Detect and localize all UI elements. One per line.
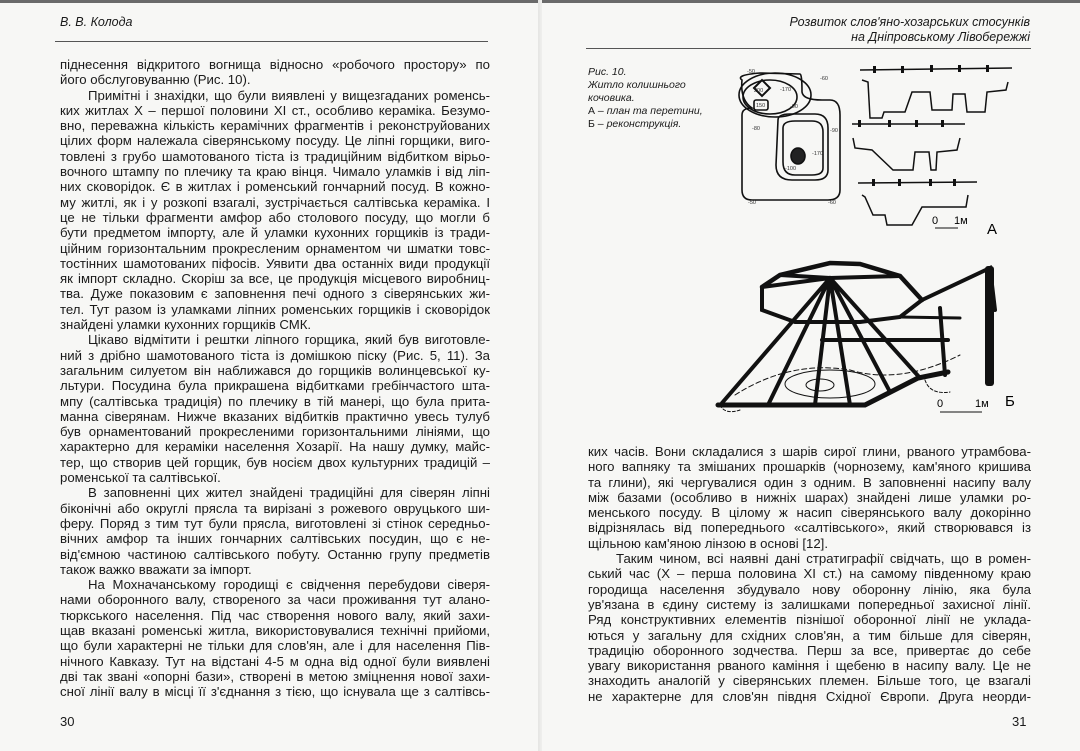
text-line: мпу (салтівська традиція) по плечику в тій манері, що була прита-: [60, 393, 490, 409]
scale-zero-b: 0: [937, 398, 944, 410]
caption-a-text: план та перетини,: [606, 105, 703, 117]
right-page-number: 31: [1012, 714, 1027, 729]
text-line: нами оборонного валу, створеного за часи проживання тут алано-: [60, 592, 490, 608]
depth-label: -90: [790, 104, 798, 110]
text-line: загальним силуетом він наближався до горщиків волинцевської ку-: [60, 362, 490, 378]
text-line: знайдені уламки кухонних горщиків СМК.: [60, 317, 312, 333]
text-line: роменської та салтівської.: [60, 470, 221, 486]
caption-b-letter: Б –: [588, 118, 604, 130]
text-line: тел. Тут разом із уламками ліпних роменських горщиків і сковорідок: [60, 301, 490, 317]
text-line: традицію оборонного зодчества. Перш за все, привертає до себе: [588, 642, 1031, 658]
text-line: відрізнялась від попереднього «салтівського», який створювався із: [588, 520, 1031, 536]
text-line: увагу використання рваного каміння і щебеню в насипу валу. Це не: [588, 658, 1031, 674]
depth-label: -100: [785, 166, 797, 172]
text-line: городища населення збудувало нову оборонну лінію, яка була: [588, 581, 1031, 597]
panel-a-label: А: [987, 221, 998, 238]
panel-b-label: Б: [1005, 393, 1015, 410]
right-body-text: [588, 444, 1031, 704]
text-line: щав вказані роменські житла, використовувалися технічні прийоми,: [60, 622, 490, 638]
depth-label: -50: [747, 69, 755, 75]
depth-label: -80: [752, 126, 760, 132]
text-line: ційним горизонтальним прокресленим орнаментом чи шматки товс-: [60, 240, 490, 256]
profiles: [852, 68, 1012, 228]
text-line: вно, переважна кількість керамічних фрагментів і реконструйованих: [60, 118, 490, 134]
text-line: них сковорідок. Є в житлах і роменський гончарний посуд. В кожно-: [60, 179, 490, 195]
text-line: біконічні або округлі прясла та вирізані з рожевого овруцького ши-: [60, 500, 490, 516]
depth-label: -90: [830, 128, 838, 134]
text-line: ких часів. Вони складалися з шарів сирої глини, рваного утрамбова-: [588, 444, 1031, 459]
text-line: Цікаво відмітити і рештки ліпного горщика, який був виготовле-: [88, 332, 490, 348]
text-line: також важко вважати за імпорт.: [60, 561, 252, 577]
text-line: тер, що створив цей горщик, був носієм двох культурних традицій –: [60, 454, 490, 470]
text-line: як імпорт складно. Скоріш за все, це продукція місцевого виробниц-: [60, 271, 490, 287]
figure-caption-title: Рис. 10.: [588, 66, 627, 78]
text-line: тва. Дуже показовим є заповнення печі одного з сіверянських жи-: [60, 286, 490, 302]
reconstruction-b: [718, 263, 995, 412]
profile-ticks: [858, 65, 989, 186]
paragraph: [588, 444, 1031, 551]
caption-a-letter: А –: [588, 105, 604, 117]
depth-labels: [747, 69, 838, 206]
text-line: тостінних шамотованих піфосів. Уявити два останніх види продукції: [60, 255, 490, 271]
text-line: На Мохначанському городищі є свідчення перебудови сіверя-: [88, 577, 490, 593]
text-line: ються у загальну для східних слов'ян, а тим більше для сіверян,: [588, 627, 1031, 643]
text-line: феру. Поряд з тим тут були прясла, виготовлені зі стінок середньо-: [60, 515, 490, 531]
text-line: нічного Кавказу. Тут на відстані 4-5 м одна від одної були виявлені: [60, 653, 490, 669]
text-line: В заповненні цих жител знайдені традиційні для сіверян ліпні: [88, 485, 490, 501]
left-running-head: В. В. Колода: [60, 15, 133, 29]
depth-label: -170: [812, 151, 824, 157]
depth-label: -60: [820, 76, 828, 82]
text-line: Примітні і знахідки, що були виявлені у вищезгаданих роменсь-: [88, 87, 490, 103]
text-line: вічних амфор та інших гончарних салтівських посудин, що є не-: [60, 531, 490, 547]
text-line: піднесення відкритого вогнища відносно «робочого простору» по: [60, 57, 490, 72]
depth-label: -60: [828, 200, 836, 206]
text-line: був орнаментований прокресленими горизонтальними лініями, що: [60, 424, 490, 440]
depth-label: -50: [748, 200, 756, 206]
text-line: манна сіверянам. Нижче вказаних відбитків практично увесь тулуб: [60, 408, 490, 424]
depth-label: 150: [756, 103, 766, 109]
text-line: льтури. Посудина була прикрашена відбитками гребінчастого шта-: [60, 378, 490, 394]
left-page-number: 30: [60, 714, 75, 729]
scale-one-b: 1м: [975, 398, 989, 410]
text-line: та глини), які чергувалися один з одним. В заповненні насипу валу: [588, 474, 1031, 490]
text-line: ський час (X – перша половина XI ст.) на самому південному краю: [588, 566, 1031, 582]
plan-hearth: [791, 148, 805, 164]
text-line: вочного штампу по плечику та краю вінця. Чимало уламків і від ліп-: [60, 164, 490, 180]
text-line: не характерне для слов'ян півдня Східної Європи. Друга неорди-: [588, 688, 1031, 704]
text-line: це не тільки фрагменти амфор або столового посуду, що могли б: [60, 209, 490, 225]
text-line: характерно для кераміки населення Хозарії. На нашу думку, майс-: [60, 439, 490, 455]
scale-one-a: 1м: [954, 215, 968, 227]
scale-zero-a: 0: [932, 215, 939, 227]
text-line: менського посуду. В цілому ж насип сіверянського валу докорінно: [588, 505, 1031, 521]
text-line: його обслуговуванню (Рис. 10).: [60, 72, 251, 88]
text-line: що були характерні не тільки для слов'ян, але і для населення Пів-: [60, 638, 490, 654]
text-line: ний з дрібно шамотованого тіста із домішкою піску (Рис. 5, 11). За: [60, 347, 490, 363]
running-head-line-2: на Дніпровському Лівобережжі: [851, 30, 1030, 44]
text-line: дві так звані «опорні бази», створені в метою зміцнення нової захи-: [60, 668, 490, 684]
text-line: товлені з грубо шамотованого тіста із традиційним відбитком вірьо-: [60, 148, 490, 164]
text-line: щільною кам'яною лінзою в основі [12].: [588, 535, 828, 551]
text-line: му житлі, як і у розкопі взагалі, зустрічається салтівська кераміка. І: [60, 194, 490, 210]
text-line: сної лінії валу в місці її з'єднання з тією, що існувала ще з салтівсь-: [60, 684, 490, 700]
text-line: ких житлах X – першої половини XI ст., особливо кераміка. Безумо-: [60, 102, 490, 118]
text-line: між базами (особливо в нижніх шарах) знайдені лише уламки ро-: [588, 489, 1031, 505]
text-line: тюркського населення. Під час створення нового валу, який захи-: [60, 607, 490, 623]
text-line: бути предметом імпорту, але й уламки кухонних горщиків із тради-: [60, 225, 490, 241]
paragraph: [588, 551, 1031, 704]
text-line: від'ємною частиною салтівського побуту. Останню групу предметів: [60, 546, 490, 562]
text-line: Ряд конструктивних елементів пізнішої оборонної лінії не уклада-: [588, 612, 1031, 628]
text-line: ного вапняку та змішаних прошарків (чорнозему, кам'яного кришива: [588, 459, 1031, 475]
reconstruction-pole: [985, 266, 994, 386]
text-line: цілих форм належала сіверянському посуду. Це ліпні горщики, виго-: [60, 133, 490, 149]
caption-b-text: реконструкція.: [606, 118, 682, 130]
text-line: Таким чином, всі наявні дані стратиграфії свідчать, що в ромен-: [616, 551, 1031, 567]
figure-caption-desc: Житло колишнього кочовика.: [588, 79, 686, 104]
text-line: ув'язана в єдину систему із залишками попередньої захисної лінії.: [588, 596, 1031, 612]
depth-label: -170: [780, 87, 792, 93]
depth-label: 200: [754, 88, 764, 94]
text-line: знаходить аналогій у сіверянських племен. Більше того, це взагалі: [588, 673, 1031, 689]
running-head-line-1: Розвиток слов'яно-хозарських стосунків: [789, 15, 1030, 29]
